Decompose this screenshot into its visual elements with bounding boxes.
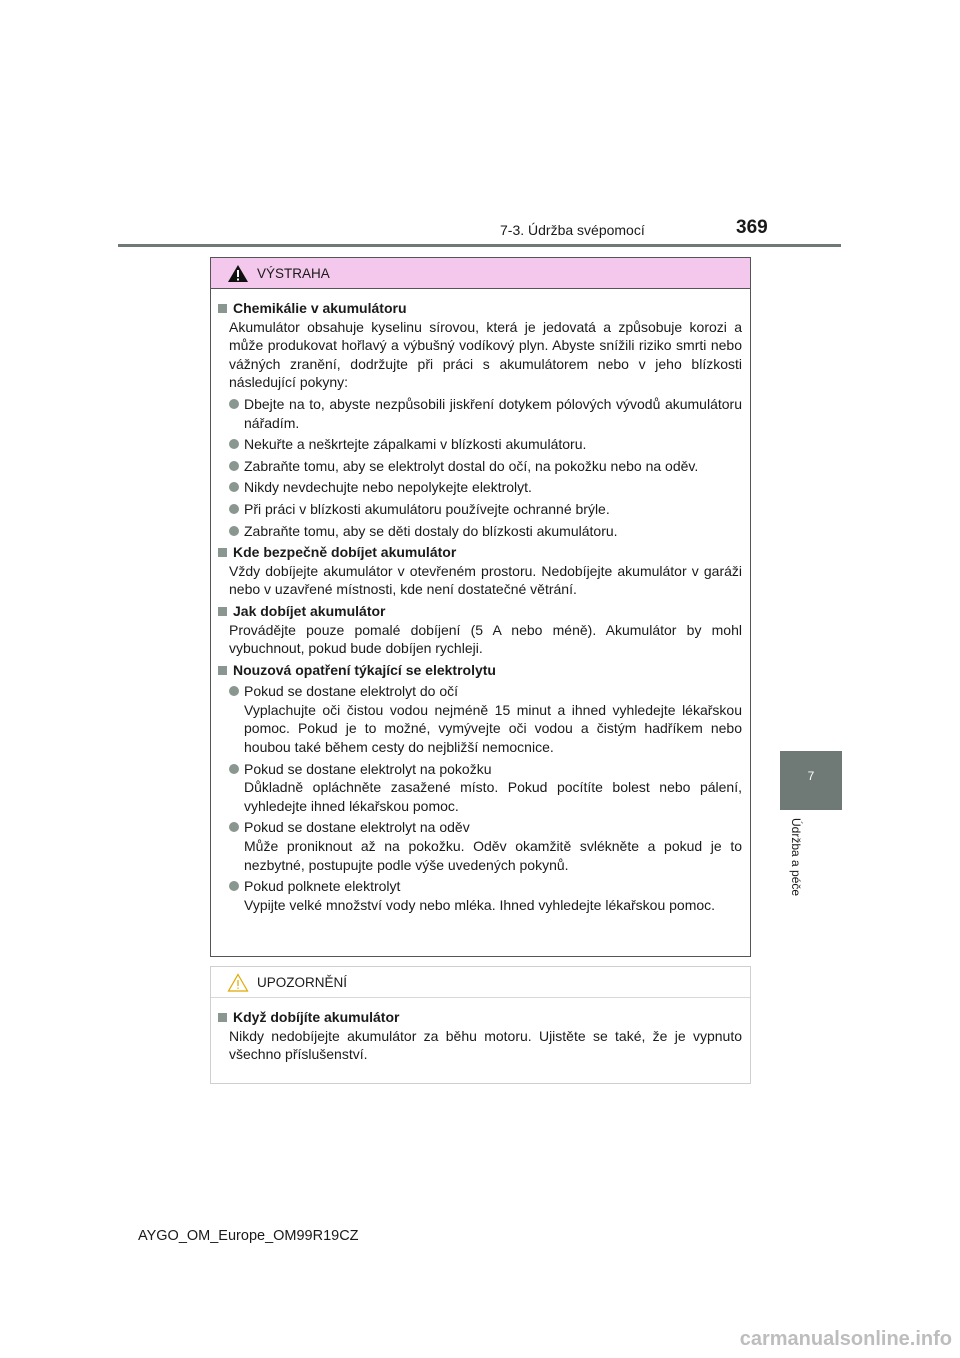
section-title <box>218 299 742 318</box>
round-bullet-icon <box>229 504 239 514</box>
warning-section <box>218 602 742 658</box>
list-item-text: Zabraňte tomu, aby se elektrolyt dostal do očí, na pokožku nebo na oděv. <box>244 457 699 474</box>
section-text: Nikdy nedobíjejte akumulátor za běhu motoru. Ujistěte se také, že je vypnuto všechno příslušenství. <box>229 1027 742 1063</box>
list-item <box>218 435 742 454</box>
warning-title: VÝSTRAHA <box>257 265 330 281</box>
section-title-text: Chemikálie v akumulátoru <box>233 300 407 316</box>
header-title: 7-3. Údržba svépomocí <box>500 222 645 238</box>
list-item <box>218 682 742 756</box>
section-title <box>218 1008 742 1027</box>
warning-section <box>218 299 742 540</box>
warning-section <box>218 661 742 915</box>
round-bullet-icon <box>229 526 239 536</box>
notice-body <box>211 998 750 1064</box>
notice-header <box>211 967 750 998</box>
section-title-text: Když dobíjíte akumulátor <box>233 1009 400 1025</box>
list-item <box>218 457 742 476</box>
notice-title: UPOZORNĚNÍ <box>257 974 348 990</box>
list-item-heading: Pokud se dostane elektrolyt na pokožku <box>244 760 492 777</box>
list-item <box>218 877 742 914</box>
warning-box <box>210 257 751 957</box>
list-item-heading: Pokud se dostane elektrolyt na oděv <box>244 819 470 836</box>
section-title <box>218 661 742 680</box>
list-item-text: Nekuřte a neškrtejte zápalkami v blízkosti akumulátoru. <box>244 436 587 453</box>
list-item-heading: Pokud se dostane elektrolyt do očí <box>244 683 459 700</box>
list-item-heading: Pokud polknete elektrolyt <box>244 878 401 895</box>
list-item-text: Vyplachujte oči čistou vodou nejméně 15 minut a ihned vyhledejte lékařskou pomoc. Pokud je to možné, vymývejte oči vodou a čistým hadříkem nebo houbou také během cesty do nejbližší nemocnice. <box>244 701 742 756</box>
list-item-text: Vypijte velké množství vody nebo mléka. Ihned vyhledejte lékařskou pomoc. <box>244 896 716 913</box>
list-item <box>218 478 742 497</box>
square-bullet-icon <box>218 666 227 675</box>
list-item-text: Nikdy nevdechujte nebo nepolykejte elektrolyt. <box>244 479 532 496</box>
list-item-text: Může proniknout až na pokožku. Oděv okamžitě svlékněte a pokud je to nezbytné, postupujte podle výše uvedených pokynů. <box>244 838 742 873</box>
section-text: Akumulátor obsahuje kyselinu sírovou, která je jedovatá a způsobuje korozi a může produkovat hořlavý a výbušný vodíkový plyn. Abyste snížili riziko smrti nebo vážných zranění, dodržujte při práci s akumulátorem nebo v jeho blízkosti následující pokyny: <box>229 318 742 391</box>
round-bullet-icon <box>229 764 239 774</box>
list-item <box>218 818 742 874</box>
square-bullet-icon <box>218 1013 227 1022</box>
round-bullet-icon <box>229 439 239 449</box>
list-item <box>218 522 742 541</box>
document-id: AYGO_OM_Europe_OM99R19CZ <box>138 1228 359 1244</box>
list-item <box>218 760 742 816</box>
list-item-text: Dbejte na to, abyste nezpůsobili jiskření dotykem pólových vývodů akumulátoru nářadím. <box>244 395 742 431</box>
section-text: Provádějte pouze pomalé dobíjení (5 A nebo méně). Akumulátor by mohl vybuchnout, pokud bude dobíjen rychleji. <box>229 621 742 657</box>
list-item-text: Při práci v blízkosti akumulátoru používejte ochranné brýle. <box>244 500 610 517</box>
warning-header <box>211 258 750 289</box>
square-bullet-icon <box>218 548 227 557</box>
warning-section <box>218 543 742 599</box>
warning-body <box>211 289 750 914</box>
section-title-text: Nouzová opatření týkající se elektrolytu <box>233 661 496 678</box>
notice-section <box>218 1008 742 1064</box>
caution-triangle-icon <box>227 973 249 992</box>
chapter-title: Údržba a péče <box>789 818 803 897</box>
section-title-text: Jak dobíjet akumulátor <box>233 602 386 619</box>
round-bullet-icon <box>229 686 239 696</box>
round-bullet-icon <box>229 482 239 492</box>
page-number: 369 <box>736 217 768 238</box>
list-item-text: Důkladně opláchněte zasažené místo. Pokud pocítíte bolest nebo pálení, vyhledejte ihned lékařskou pomoc. <box>244 779 742 814</box>
warning-triangle-icon <box>227 264 249 283</box>
round-bullet-icon <box>229 881 239 891</box>
square-bullet-icon <box>218 607 227 616</box>
list-item-text: Zabraňte tomu, aby se děti dostaly do blízkosti akumulátoru. <box>244 522 618 539</box>
round-bullet-icon <box>229 399 239 409</box>
section-title <box>218 543 742 562</box>
section-title <box>218 602 742 621</box>
watermark: carmanualsonline.info <box>739 1328 952 1350</box>
list-item <box>218 500 742 519</box>
notice-box <box>210 966 751 1084</box>
header-rule <box>118 244 841 247</box>
section-text: Vždy dobíjejte akumulátor v otevřeném prostoru. Nedobíjejte akumulátor v garáži nebo v uzavřené místnosti, kde není dostatečné větrání. <box>229 562 742 598</box>
square-bullet-icon <box>218 304 227 313</box>
list-item <box>218 395 742 432</box>
chapter-number: 7 <box>807 769 815 783</box>
section-title-text: Kde bezpečně dobíjet akumulátor <box>233 544 457 561</box>
round-bullet-icon <box>229 822 239 832</box>
round-bullet-icon <box>229 461 239 471</box>
chapter-tab[interactable] <box>780 751 842 810</box>
